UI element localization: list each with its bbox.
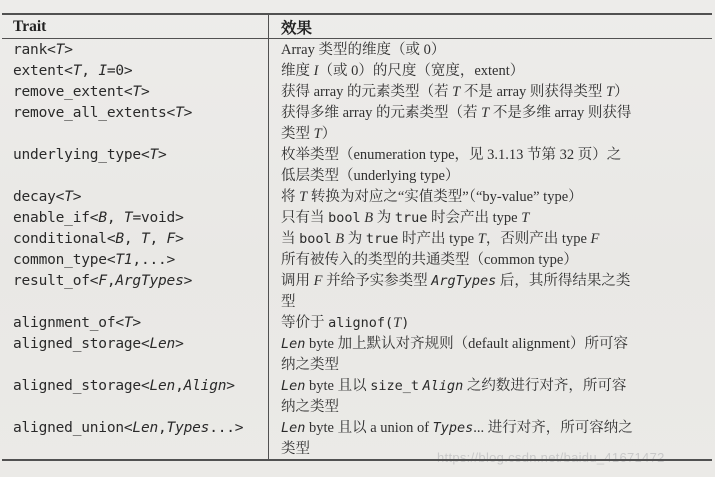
text-segment: byte 加上默认对齐规则（default alignment）所可容 <box>305 336 628 352</box>
text-segment: T <box>606 84 615 100</box>
text-segment: Types <box>432 420 474 436</box>
effect-cell <box>268 60 712 81</box>
text-segment: enable_if< <box>13 210 99 226</box>
trait-line <box>13 249 268 270</box>
text-segment: > <box>140 84 150 100</box>
trait-cell <box>2 375 268 417</box>
text-segment: , <box>158 420 167 436</box>
effect-cell <box>268 249 712 270</box>
text-segment: 所有被传入的类型的共通类型（common type） <box>281 252 578 268</box>
text-segment: Len <box>281 336 306 352</box>
text-segment: common_type< <box>13 252 116 268</box>
text-segment: Align <box>183 378 227 394</box>
trait-line <box>13 417 268 438</box>
text-segment: remove_extent< <box>13 84 133 100</box>
table-row <box>2 417 712 459</box>
text-segment: ArgTypes <box>115 273 184 289</box>
text-segment: ，否则产出 type <box>485 231 591 247</box>
table-row <box>2 249 712 270</box>
text-segment: 时产出 type <box>398 231 478 247</box>
effect-line <box>281 60 712 81</box>
text-segment: 类型 <box>281 441 310 457</box>
text-segment: T <box>55 42 65 58</box>
effect-cell <box>268 39 712 60</box>
text-segment: 调用 <box>281 273 314 289</box>
text-segment: conditional< <box>13 231 116 247</box>
text-segment: B <box>364 210 374 226</box>
effect-cell <box>268 417 712 459</box>
text-segment: Array 类型的维度（或 0） <box>281 42 446 58</box>
effect-line <box>281 144 712 165</box>
text-segment: T1 <box>115 252 133 268</box>
text-segment: F <box>166 231 176 247</box>
text-segment: byte 且以 a union of <box>305 420 433 436</box>
text-segment: 为 <box>344 231 366 247</box>
text-segment: Len <box>149 378 176 394</box>
trait-line <box>13 312 268 333</box>
text-segment: > <box>183 105 193 121</box>
text-segment: > <box>226 378 235 394</box>
text-segment: rank< <box>13 42 56 58</box>
text-segment: B <box>115 231 124 247</box>
trait-cell <box>2 417 268 459</box>
table-row <box>2 207 712 228</box>
effect-line <box>281 81 712 102</box>
text-segment: T <box>299 189 308 205</box>
effect-cell <box>268 228 712 249</box>
text-segment: size_t <box>370 378 420 394</box>
effect-cell <box>268 186 712 207</box>
text-segment: T <box>313 126 322 142</box>
trait-line <box>13 270 268 291</box>
text-segment: I <box>98 63 107 79</box>
text-segment: T <box>132 84 141 100</box>
text-segment: , <box>106 210 124 226</box>
table-row <box>2 60 712 81</box>
text-segment: I <box>313 63 319 79</box>
text-segment: F <box>313 273 323 289</box>
text-segment: alignof( <box>328 315 394 331</box>
text-segment: 纳之类型 <box>281 399 339 415</box>
table-row <box>2 312 712 333</box>
text-segment: 型 <box>281 294 296 310</box>
text-segment: true <box>365 231 399 247</box>
text-segment: T <box>481 105 490 121</box>
text-segment: 获得多维 array 的元素类型（若 <box>281 105 482 121</box>
effect-line <box>281 396 712 417</box>
text-segment: ) <box>401 315 410 331</box>
effect-line <box>281 123 712 144</box>
text-segment: 等价于 <box>281 315 329 331</box>
text-segment: underlying_type< <box>13 147 150 163</box>
text-segment: T <box>149 147 159 163</box>
effect-line <box>281 417 712 438</box>
text-segment: , <box>106 273 116 289</box>
effect-line <box>281 375 712 396</box>
text-segment: aligned_storage< <box>13 336 150 352</box>
text-segment: remove_all_extents< <box>13 105 176 121</box>
text-segment: （或 0）的尺度（宽度，extent） <box>318 63 525 79</box>
text-segment: > <box>183 273 193 289</box>
text-segment: result_of< <box>13 273 99 289</box>
text-segment: T <box>393 315 402 331</box>
text-segment: 不是 array 则获得类型 <box>460 84 607 100</box>
table-row <box>2 333 712 375</box>
table-row <box>2 102 712 144</box>
text-segment: T <box>521 210 530 226</box>
text-segment: , <box>81 63 99 79</box>
trait-cell <box>2 39 268 60</box>
trait-cell <box>2 60 268 81</box>
trait-line <box>13 102 268 123</box>
trait-line <box>13 81 268 102</box>
effect-line <box>281 354 712 375</box>
effect-line <box>281 165 712 186</box>
text-segment: =void> <box>132 210 184 226</box>
text-segment: true <box>394 210 428 226</box>
text-segment: extent< <box>13 63 73 79</box>
trait-cell <box>2 102 268 144</box>
text-segment: B <box>98 210 107 226</box>
text-segment: F <box>590 231 600 247</box>
text-segment: ） <box>321 126 337 142</box>
text-segment: ） <box>614 84 629 100</box>
effect-cell <box>268 207 712 228</box>
text-segment: T <box>123 315 133 331</box>
trait-cell <box>2 312 268 333</box>
text-segment: 转换为对应之“实值类型”（“by-value” type） <box>307 189 583 205</box>
text-segment: ArgTypes <box>431 273 497 289</box>
trait-line <box>13 333 268 354</box>
text-segment: 获得 array 的元素类型（若 <box>281 84 453 100</box>
text-segment: T <box>175 105 184 121</box>
trait-line <box>13 39 268 60</box>
effect-line <box>281 333 712 354</box>
text-segment: > <box>175 231 184 247</box>
trait-cell <box>2 207 268 228</box>
text-segment: 后，其所得结果之类 <box>496 273 631 289</box>
text-segment: , <box>175 378 184 394</box>
effect-line <box>281 249 712 270</box>
effect-line <box>281 312 712 333</box>
text-segment: > <box>64 42 73 58</box>
text-segment: Len <box>132 420 159 436</box>
text-segment: aligned_union< <box>13 420 133 436</box>
column-header-trait: Trait <box>13 17 47 35</box>
text-segment: Align <box>422 378 464 394</box>
text-segment: > <box>158 147 167 163</box>
effect-cell <box>268 270 712 312</box>
text-segment: 将 <box>281 189 300 205</box>
table-row <box>2 228 712 249</box>
trait-cell <box>2 333 268 375</box>
trait-cell <box>2 186 268 207</box>
table-header-row <box>2 15 712 39</box>
text-segment: > <box>175 336 184 352</box>
text-segment: F <box>98 273 107 289</box>
table-row <box>2 144 712 186</box>
effect-line <box>281 438 712 459</box>
text-segment: alignment_of< <box>13 315 124 331</box>
effect-cell <box>268 375 712 417</box>
effect-line <box>281 207 712 228</box>
text-segment: > <box>132 315 141 331</box>
text-segment: 为 <box>373 210 395 226</box>
text-segment: 枚举类型（enumeration type，见 3.1.13 节第 32 页）之 <box>281 147 622 163</box>
effect-line <box>281 270 712 291</box>
text-segment: > <box>72 189 82 205</box>
text-segment: T <box>64 189 73 205</box>
text-segment: T <box>477 231 486 247</box>
effect-cell <box>268 81 712 102</box>
text-segment: T <box>452 84 461 100</box>
table-row <box>2 375 712 417</box>
trait-line <box>13 60 268 81</box>
column-header-effect: 效果 <box>268 15 712 38</box>
text-segment: B <box>335 231 345 247</box>
text-segment: 之约数进行对齐，所可容 <box>463 378 627 394</box>
text-segment: 纳之类型 <box>281 357 339 373</box>
text-segment: , <box>149 231 167 247</box>
trait-cell <box>2 81 268 102</box>
text-segment: 不是多维 array 则获得 <box>489 105 632 121</box>
text-segment: 类型 <box>281 126 314 142</box>
text-segment: 只有当 <box>281 210 329 226</box>
table-row <box>2 270 712 312</box>
table-body <box>2 39 712 459</box>
text-segment: =0> <box>106 63 133 79</box>
text-segment: aligned_storage< <box>13 378 150 394</box>
text-segment: Types <box>166 420 210 436</box>
effect-cell <box>268 102 712 144</box>
trait-cell <box>2 144 268 186</box>
text-segment: , <box>123 231 141 247</box>
effect-line <box>281 102 712 123</box>
text-segment: bool <box>328 210 361 226</box>
text-segment: 低层类型（underlying type） <box>281 168 460 184</box>
text-segment: T <box>140 231 150 247</box>
traits-table <box>2 13 712 461</box>
trait-line <box>13 186 268 207</box>
text-segment: bool <box>299 231 332 247</box>
text-segment: Len <box>281 378 306 394</box>
text-segment: Len <box>149 336 176 352</box>
trait-cell <box>2 270 268 312</box>
effect-line <box>281 228 712 249</box>
trait-line <box>13 375 268 396</box>
effect-line <box>281 186 712 207</box>
text-segment: Len <box>281 420 306 436</box>
effect-line <box>281 39 712 60</box>
trait-line <box>13 207 268 228</box>
text-segment: T <box>123 210 133 226</box>
text-segment: 时会产出 type <box>427 210 522 226</box>
effect-line <box>281 291 712 312</box>
text-segment: ,...> <box>132 252 176 268</box>
text-segment: T <box>72 63 82 79</box>
trait-cell <box>2 249 268 270</box>
effect-cell <box>268 144 712 186</box>
text-segment: ... 进行对齐，所可容纳之 <box>473 420 633 436</box>
effect-cell <box>268 333 712 375</box>
table-row <box>2 81 712 102</box>
effect-cell <box>268 312 712 333</box>
trait-line <box>13 144 268 165</box>
text-segment: byte 且以 <box>305 378 371 394</box>
trait-line <box>13 228 268 249</box>
text-segment: 当 <box>281 231 300 247</box>
text-segment: 维度 <box>281 63 314 79</box>
table-row <box>2 39 712 60</box>
text-segment: decay< <box>13 189 65 205</box>
table-row <box>2 186 712 207</box>
trait-cell <box>2 228 268 249</box>
text-segment: 并给予实参类型 <box>322 273 432 289</box>
watermark-text: https://blog.csdn.net/baidu_41671472 <box>437 450 665 465</box>
text-segment: ...> <box>209 420 244 436</box>
